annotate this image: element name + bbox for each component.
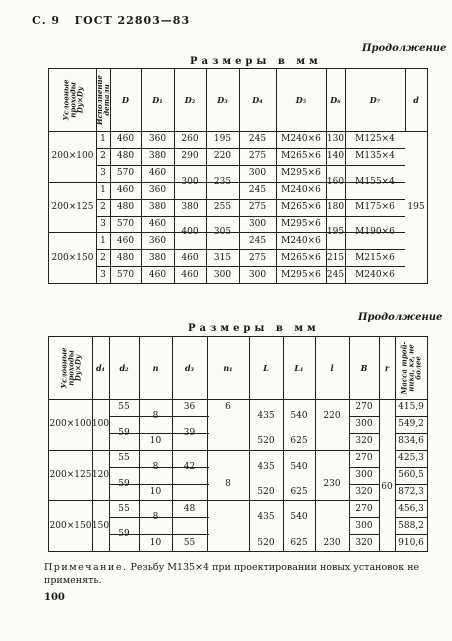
continuation-label-1: Продолжение bbox=[362, 43, 447, 54]
t1-h-9: D₇ bbox=[369, 95, 381, 105]
t1-D6: 195 bbox=[326, 227, 345, 238]
t2-l: 230 bbox=[323, 537, 341, 548]
t2-row-line bbox=[349, 450, 379, 451]
t1-D5: M240×6 bbox=[281, 185, 321, 196]
t1-D: 480 bbox=[116, 202, 135, 213]
t1-D3: 255 bbox=[213, 202, 232, 213]
t1-D2: 260 bbox=[181, 134, 199, 145]
t2-colline bbox=[249, 337, 250, 551]
t2-n1: 8 bbox=[225, 478, 231, 489]
t2-h-dn: Условные проходы Dу×Dу bbox=[59, 347, 82, 389]
t1-D: 460 bbox=[116, 185, 135, 196]
t2-L: 435 bbox=[257, 410, 275, 421]
t2-d2: 55 bbox=[118, 453, 130, 464]
t1-D3: 220 bbox=[213, 151, 232, 162]
t1-D5: M265×6 bbox=[281, 151, 321, 162]
t2-row-line bbox=[349, 467, 379, 468]
t2-L1: 540 bbox=[290, 512, 308, 523]
t1-h-6: D₄ bbox=[252, 95, 263, 105]
t2-row-line bbox=[349, 534, 379, 535]
t1-D5: M265×6 bbox=[281, 252, 321, 263]
table1-title: Размеры в мм bbox=[190, 56, 322, 67]
page-number: 100 bbox=[44, 592, 65, 603]
t1-D4: 300 bbox=[248, 168, 267, 179]
t2-h-8: l bbox=[330, 363, 334, 373]
t1-D2: 290 bbox=[181, 151, 199, 162]
t2-n: 10 bbox=[149, 486, 162, 497]
t2-n: 10 bbox=[149, 537, 162, 548]
t2-h-3: n bbox=[152, 363, 159, 373]
t1-h-dn: Условные проходы Dу×Dу bbox=[61, 79, 84, 121]
t1-isp: 1 bbox=[100, 134, 106, 145]
t2-colline bbox=[283, 337, 284, 551]
t2-colline bbox=[349, 337, 350, 551]
note-text: Резьбу M135×4 при проектировании новых установок не применять. bbox=[44, 562, 420, 586]
t1-isp: 1 bbox=[100, 235, 106, 246]
t2-d2: 55 bbox=[118, 402, 130, 413]
t2-h-10: r bbox=[384, 363, 390, 373]
t2-B: 300 bbox=[355, 470, 373, 481]
t1-isp: 3 bbox=[100, 168, 106, 179]
standard-number: ГОСТ 22803—83 bbox=[74, 14, 191, 27]
t1-group: 200×125 bbox=[51, 202, 94, 213]
t2-n: 8 bbox=[152, 512, 159, 523]
t2-row-line bbox=[349, 484, 379, 485]
t1-D1: 360 bbox=[148, 185, 167, 196]
t2-colline bbox=[207, 337, 208, 551]
t1-D4: 245 bbox=[248, 185, 267, 196]
t1-D1: 380 bbox=[148, 202, 167, 213]
t2-L1: 625 bbox=[290, 436, 308, 447]
t2-mass: 872,3 bbox=[398, 486, 424, 497]
t2-colline bbox=[395, 337, 396, 551]
t2-mass: 456,3 bbox=[398, 503, 424, 514]
t2-h-6: L bbox=[263, 363, 269, 373]
t2-colline bbox=[109, 337, 110, 551]
t2-L: 435 bbox=[257, 512, 275, 523]
t1-isp: 2 bbox=[100, 252, 106, 263]
t1-D1: 360 bbox=[148, 235, 167, 246]
t1-D6: 215 bbox=[326, 252, 345, 263]
page-label: С. 9 bbox=[32, 14, 61, 27]
t1-isp: 2 bbox=[100, 151, 106, 162]
t1-h-2: D bbox=[122, 95, 129, 105]
t1-h-7: D₅ bbox=[295, 95, 307, 105]
t1-D6: 245 bbox=[326, 269, 345, 280]
t1-D5: M295×6 bbox=[281, 168, 321, 179]
t2-header-line bbox=[49, 399, 427, 400]
t2-row-line bbox=[109, 416, 209, 417]
t1-D4: 300 bbox=[248, 218, 267, 229]
t2-B: 320 bbox=[355, 486, 373, 497]
t2-colline bbox=[139, 337, 140, 551]
t1-D7: M135×4 bbox=[355, 151, 395, 162]
table1 bbox=[48, 68, 428, 284]
t1-h-10: d bbox=[413, 95, 419, 105]
t2-row-line bbox=[349, 517, 379, 518]
t2-h-4: d₃ bbox=[184, 363, 195, 373]
t2-mass: 560,5 bbox=[398, 470, 424, 481]
t1-D4: 300 bbox=[248, 269, 267, 280]
t2-row-line bbox=[349, 500, 379, 501]
t2-r: 60 bbox=[381, 482, 393, 493]
t2-h-2: d₂ bbox=[119, 363, 129, 373]
t2-B: 300 bbox=[355, 419, 373, 430]
t1-row-line bbox=[96, 148, 405, 149]
table2-title: Размеры в мм bbox=[188, 323, 320, 334]
t1-D: 480 bbox=[116, 151, 135, 162]
t1-D4: 275 bbox=[248, 252, 267, 263]
t2-group-line bbox=[49, 500, 349, 501]
t1-D5: M240×6 bbox=[281, 134, 321, 145]
t2-row-line bbox=[395, 450, 427, 451]
t2-row-line bbox=[109, 517, 209, 518]
t1-D7: M240×6 bbox=[355, 269, 395, 280]
t1-D7: M175×6 bbox=[355, 202, 395, 213]
t2-h-7: L₁ bbox=[294, 363, 304, 373]
t1-D: 570 bbox=[116, 218, 135, 229]
t2-row-line bbox=[395, 534, 427, 535]
t1-D4: 275 bbox=[248, 151, 267, 162]
t2-B: 270 bbox=[355, 402, 373, 413]
t1-D: 460 bbox=[116, 134, 135, 145]
t2-n: 8 bbox=[152, 410, 159, 421]
t2-colline bbox=[315, 337, 316, 551]
t1-isp: 2 bbox=[100, 202, 106, 213]
t2-colline bbox=[379, 337, 380, 551]
t2-d3: 42 bbox=[183, 461, 196, 472]
t2-B: 300 bbox=[355, 520, 373, 531]
note-label: Примечание. bbox=[44, 562, 128, 573]
note bbox=[44, 561, 426, 587]
t1-D2: 380 bbox=[181, 202, 199, 213]
t1-D5: M295×6 bbox=[281, 218, 321, 229]
t2-L: 435 bbox=[257, 461, 275, 472]
t2-mass: 549,2 bbox=[398, 419, 424, 430]
t1-h-4: D₂ bbox=[184, 95, 196, 105]
t1-D: 570 bbox=[116, 168, 135, 179]
t2-L1: 625 bbox=[290, 486, 308, 497]
t2-B: 320 bbox=[355, 537, 373, 548]
t2-B: 270 bbox=[355, 453, 373, 464]
t1-row-line bbox=[96, 266, 405, 267]
t1-D: 480 bbox=[116, 252, 135, 263]
t1-isp: 3 bbox=[100, 218, 106, 229]
t1-row-line bbox=[96, 199, 405, 200]
t2-d2: 59 bbox=[118, 427, 130, 438]
t2-d2: 59 bbox=[118, 529, 130, 540]
t1-row-line bbox=[96, 216, 405, 217]
t1-colline bbox=[276, 69, 277, 283]
t2-mass: 834,6 bbox=[398, 436, 424, 447]
t1-D1: 360 bbox=[148, 134, 167, 145]
t2-row-line bbox=[395, 517, 427, 518]
t1-D2: 400 bbox=[181, 227, 199, 238]
t2-h-mass: Масса трой-ника, кг, не более bbox=[399, 341, 423, 395]
t1-D1: 460 bbox=[148, 218, 167, 229]
t1-D7: M190×6 bbox=[355, 227, 395, 238]
t1-colline bbox=[405, 69, 406, 131]
t2-L1: 625 bbox=[290, 537, 308, 548]
t2-d1: 120 bbox=[91, 470, 110, 481]
t1-D7: M155×4 bbox=[355, 176, 395, 187]
t1-isp: 3 bbox=[100, 269, 106, 280]
t1-h-5: D₃ bbox=[217, 95, 228, 105]
t2-L1: 540 bbox=[290, 461, 308, 472]
t1-D2: 300 bbox=[181, 176, 199, 187]
t1-D4: 245 bbox=[248, 134, 267, 145]
t1-colline bbox=[206, 69, 207, 283]
t2-row-line bbox=[349, 416, 379, 417]
t2-h-5: n₁ bbox=[223, 363, 233, 373]
t2-L: 520 bbox=[257, 436, 275, 447]
page-header bbox=[32, 14, 190, 27]
t2-row-line bbox=[395, 433, 427, 434]
t1-D6: 140 bbox=[326, 151, 345, 162]
t1-colline bbox=[141, 69, 142, 283]
t1-D5: M295×6 bbox=[281, 269, 321, 280]
t1-row-line bbox=[96, 249, 405, 250]
t1-D3: 235 bbox=[213, 176, 232, 187]
t1-D5: M265×6 bbox=[281, 202, 321, 213]
t2-mass: 415,9 bbox=[398, 402, 424, 413]
t1-D2: 460 bbox=[181, 269, 199, 280]
t1-d: 195 bbox=[407, 202, 425, 213]
t2-d1: 150 bbox=[91, 520, 110, 531]
t1-D1: 460 bbox=[148, 269, 167, 280]
t2-n: 8 bbox=[152, 461, 159, 472]
t1-D6: 180 bbox=[326, 202, 345, 213]
t1-isp: 1 bbox=[100, 185, 106, 196]
t1-D2: 460 bbox=[181, 252, 199, 263]
t2-group-line bbox=[49, 450, 349, 451]
table2 bbox=[48, 336, 428, 552]
t2-n1: 6 bbox=[225, 402, 231, 413]
t2-row-line bbox=[395, 467, 427, 468]
t2-d3: 48 bbox=[183, 503, 196, 514]
t1-D1: 380 bbox=[148, 151, 167, 162]
t1-D6: 160 bbox=[326, 176, 345, 187]
t1-D4: 245 bbox=[248, 235, 267, 246]
t2-group: 200×150 bbox=[49, 520, 92, 531]
t1-colline bbox=[174, 69, 175, 283]
t2-colline bbox=[172, 337, 173, 551]
t2-d3: 55 bbox=[183, 537, 196, 548]
t2-group: 200×125 bbox=[49, 470, 92, 481]
t2-n: 10 bbox=[149, 436, 162, 447]
t1-D: 570 bbox=[116, 269, 135, 280]
t1-colline bbox=[345, 69, 346, 283]
t1-D4: 275 bbox=[248, 202, 267, 213]
t1-h-isp: Исполнение детали bbox=[95, 75, 111, 125]
t1-h-8: D₆ bbox=[330, 95, 341, 105]
t2-d2: 55 bbox=[118, 503, 130, 514]
t2-row-line bbox=[395, 416, 427, 417]
t1-D3: 305 bbox=[213, 227, 232, 238]
t2-colline bbox=[92, 337, 93, 551]
t1-D1: 380 bbox=[148, 252, 167, 263]
continuation-label-2: Продолжение bbox=[358, 312, 443, 323]
t1-h-3: D₁ bbox=[152, 95, 163, 105]
t2-d3: 39 bbox=[183, 427, 196, 438]
t2-d1: 100 bbox=[91, 419, 110, 430]
t2-h-1: d₁ bbox=[95, 363, 106, 373]
t2-row-line bbox=[395, 484, 427, 485]
t2-B: 270 bbox=[355, 503, 373, 514]
t2-L: 520 bbox=[257, 537, 275, 548]
t1-D1: 460 bbox=[148, 168, 167, 179]
t2-mass: 588,2 bbox=[398, 520, 424, 531]
t1-D7: M215×6 bbox=[355, 252, 395, 263]
t2-d3: 36 bbox=[183, 402, 196, 413]
t1-D: 460 bbox=[116, 235, 135, 246]
t1-D7: M125×4 bbox=[355, 134, 395, 145]
t1-row-line bbox=[96, 165, 405, 166]
t2-row-line bbox=[349, 433, 379, 434]
t1-D3: 195 bbox=[213, 134, 232, 145]
t1-group: 200×100 bbox=[51, 151, 94, 162]
t2-mass: 425,3 bbox=[398, 453, 424, 464]
t2-row-line bbox=[395, 500, 427, 501]
t1-group: 200×150 bbox=[51, 252, 94, 263]
t2-l: 230 bbox=[323, 478, 341, 489]
t2-L1: 540 bbox=[290, 410, 308, 421]
t1-header-line bbox=[49, 131, 427, 132]
t1-D6: 130 bbox=[326, 134, 345, 145]
t2-group: 200×100 bbox=[49, 419, 92, 430]
t2-h-9: B bbox=[360, 363, 368, 373]
t1-D3: 300 bbox=[213, 269, 232, 280]
t1-colline bbox=[239, 69, 240, 283]
t1-D3: 315 bbox=[213, 252, 232, 263]
t2-l: 220 bbox=[323, 410, 341, 421]
t2-L: 520 bbox=[257, 486, 275, 497]
t2-B: 320 bbox=[355, 436, 373, 447]
t1-D5: M240×6 bbox=[281, 235, 321, 246]
t2-mass: 910,6 bbox=[398, 537, 424, 548]
t2-d2: 59 bbox=[118, 478, 130, 489]
